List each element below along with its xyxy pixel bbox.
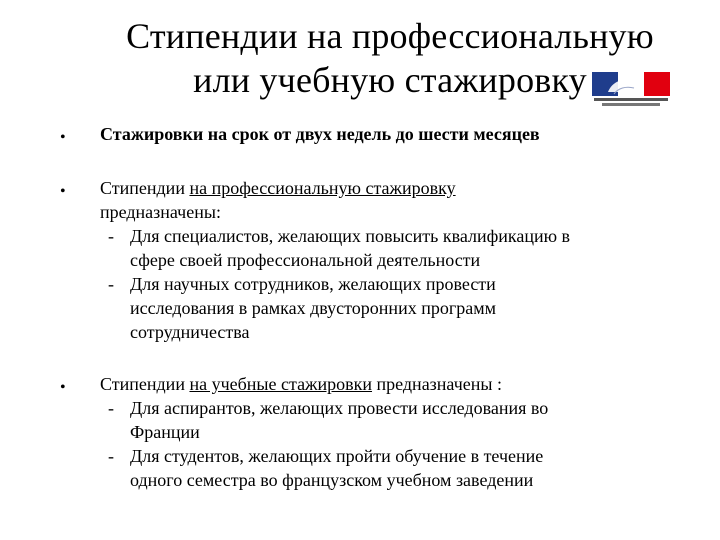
bullet-3-prefix: Стипендии: [100, 374, 190, 394]
bullet-2-item-1-line-1: Для специалистов, желающих повысить квалификацию в: [130, 226, 571, 246]
bullet-2-item-2-line-2: исследования в рамках двусторонних программ: [130, 298, 496, 318]
bullet-3-item-1-line-1: Для аспирантов, желающих провести исследования во: [130, 398, 549, 418]
bullet-3-emphasis: на учебные стажировки: [189, 374, 373, 394]
bullet-2-prefix: Стипендии: [100, 178, 190, 198]
bullet-1-text: Стажировки на срок от двух недель до шести месяцев: [100, 124, 540, 144]
dash-marker: -: [108, 446, 114, 466]
bullet-2-item-1-line-2: сфере своей профессиональной деятельности: [130, 250, 481, 270]
bullet-2-item-2-line-1: Для научных сотрудников, желающих провести: [130, 274, 496, 294]
title-line-1: Стипендии на профессиональную: [126, 16, 654, 56]
dash-marker: -: [108, 274, 114, 294]
title-line-2: или учебную стажировку: [193, 60, 587, 100]
bullet-3-item-1-line-2: Франции: [130, 422, 200, 442]
bullet-3-item-2-line-1: Для студентов, желающих пройти обучение в течение: [130, 446, 544, 466]
bullet-2-emphasis: на профессиональную стажировку: [189, 178, 456, 198]
bullet-3-heading: [100, 372, 680, 396]
bullet-2-heading: [100, 176, 680, 200]
bullet-2-suffix: предназначены:: [100, 202, 221, 222]
bullet-marker: •: [60, 379, 66, 396]
dash-marker: -: [108, 226, 114, 246]
republique-francaise-logo: [592, 72, 670, 108]
marianne-logo-icon: [592, 72, 670, 108]
dash-marker: -: [108, 398, 114, 418]
bullet-3-suffix: предназначены :: [372, 374, 502, 394]
bullet-3-item-2-line-2: одного семестра во французском учебном заведении: [130, 470, 534, 490]
bullet-marker: •: [60, 183, 66, 200]
bullet-2-item-2-line-3: сотрудничества: [130, 322, 250, 342]
bullet-marker: •: [60, 129, 66, 146]
